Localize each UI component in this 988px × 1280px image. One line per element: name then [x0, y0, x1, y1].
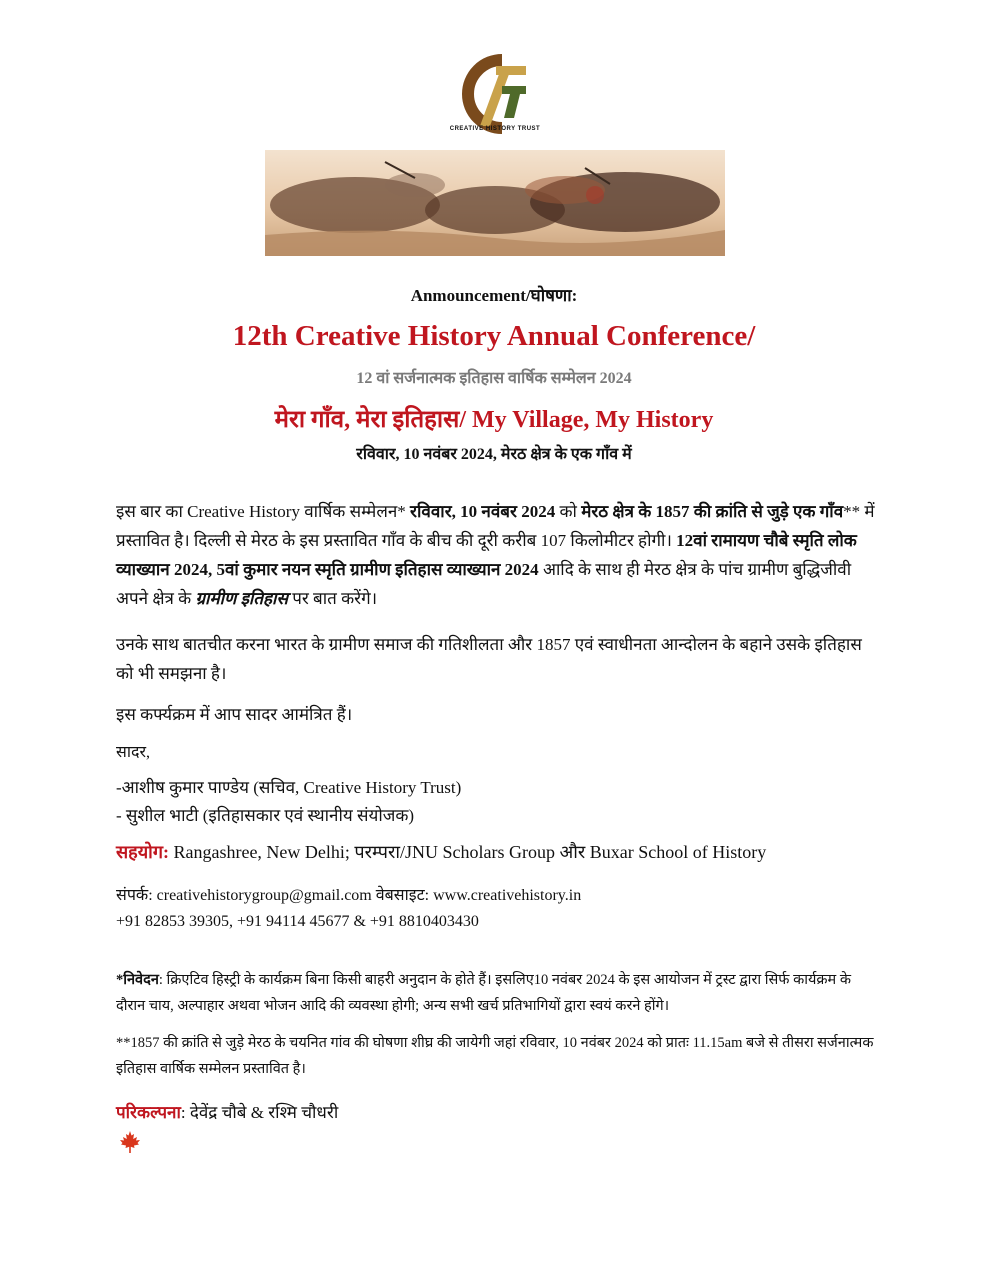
conference-subtitle-hindi: 12 वां सर्जनात्मक इतिहास वार्षिक सम्मेलन 2024: [356, 370, 632, 387]
signatory-local-coordinator: - सुशील भाटी (इतिहासकार एवं स्थानीय संयोजक): [116, 806, 415, 825]
conference-theme: मेरा गाँव, मेरा इतिहास/ My Village, My History: [274, 407, 714, 433]
intro-paragraph: इस बार का Creative History वार्षिक सम्मेलन* रविवार, 10 नवंबर 2024 को मेरठ क्षेत्र के 1857 की क्रांति से जुड़े एक गाँव** में प्रस्तावित है। दिल्ली से मेरठ के इस प्रस्तावित गाँव के बीच की दूरी करीब 107 किलोमीटर होगी। 12वां रामायण चौबे स्मृति लोक व्याख्यान 2024, 5वां कुमार नयन स्मृति ग्रामीण इतिहास व्याख्यान 2024 आदि के साथ ही मेरठ क्षेत्र के पांच ग्रामीण बुद्धिजीवी अपने क्षेत्र के ग्रामीण इतिहास पर बात करेंगे।: [116, 502, 875, 608]
request-note: *निवेदन: क्रिएटिव हिस्ट्री के कार्यक्रम बिना किसी बाहरी अनुदान के होते हैं। इसलिए10 नवंबर 2024 के इस आयोजन में ट्रस्ट द्वारा सिर्फ कार्यक्रम के दौरान चाय, अल्पाहार अथवा भोजन आदि की व्यवस्था होगी; अन्य सभी खर्च प्रतिभागियों द्वारा स्वयं करने होंगे।: [116, 972, 851, 1014]
battle-painting-banner: [265, 150, 725, 256]
signatory-secretary: -आशीष कुमार पाण्डेय (सचिव, Creative History Trust): [116, 778, 462, 797]
maple-leaf-icon: [118, 1130, 142, 1154]
support-line: सहयोग: Rangashree, New Delhi; परम्परा/JNU Scholars Group और Buxar School of History: [116, 842, 767, 862]
logo-caption: CREATIVE HISTORY TRUST: [449, 126, 541, 132]
contact-phones: +91 82853 39305, +91 94114 45677 & +91 8810403430: [116, 913, 479, 930]
contact-email-website: संपर्क: creativehistorygroup@gmail.com वेबसाइट: www.creativehistory.in: [116, 887, 582, 904]
support-label: सहयोग:: [116, 842, 169, 862]
conference-title: 12th Creative History Annual Conference/: [232, 320, 756, 352]
announcement-label: Anmouncement/घोषणा:: [410, 286, 578, 305]
concept-credit: परिकल्पना: देवेंद्र चौबे & रश्मि चौधरी: [116, 1103, 339, 1122]
event-date-line: रविवार, 10 नवंबर 2024, मेरठ क्षेत्र के एक गाँव में: [356, 446, 632, 463]
purpose-paragraph: उनके साथ बातचीत करना भारत के ग्रामीण समाज की गतिशीलता और 1857 एवं स्वाधीनता आन्दोलन के बहाने उसके इतिहास को भी समझना है।: [116, 635, 862, 683]
invitation-line: इस कर्फ्यक्रम में आप सादर आमंत्रित हैं।: [116, 705, 353, 724]
village-announcement-note: **1857 की क्रांति से जुड़े मेरठ के चयनित गांव की घोषणा शीघ्र की जायेगी जहां रविवार, 10 नवंबर 2024 को प्रातः 11.15am बजे से तीसरा सर्जनात्मक इतिहास वार्षिक सम्मेलन प्रस्तावित है।: [116, 1035, 874, 1077]
creative-history-trust-logo: [440, 52, 550, 136]
salutation: सादर,: [116, 744, 151, 761]
contact-block: [116, 883, 581, 935]
